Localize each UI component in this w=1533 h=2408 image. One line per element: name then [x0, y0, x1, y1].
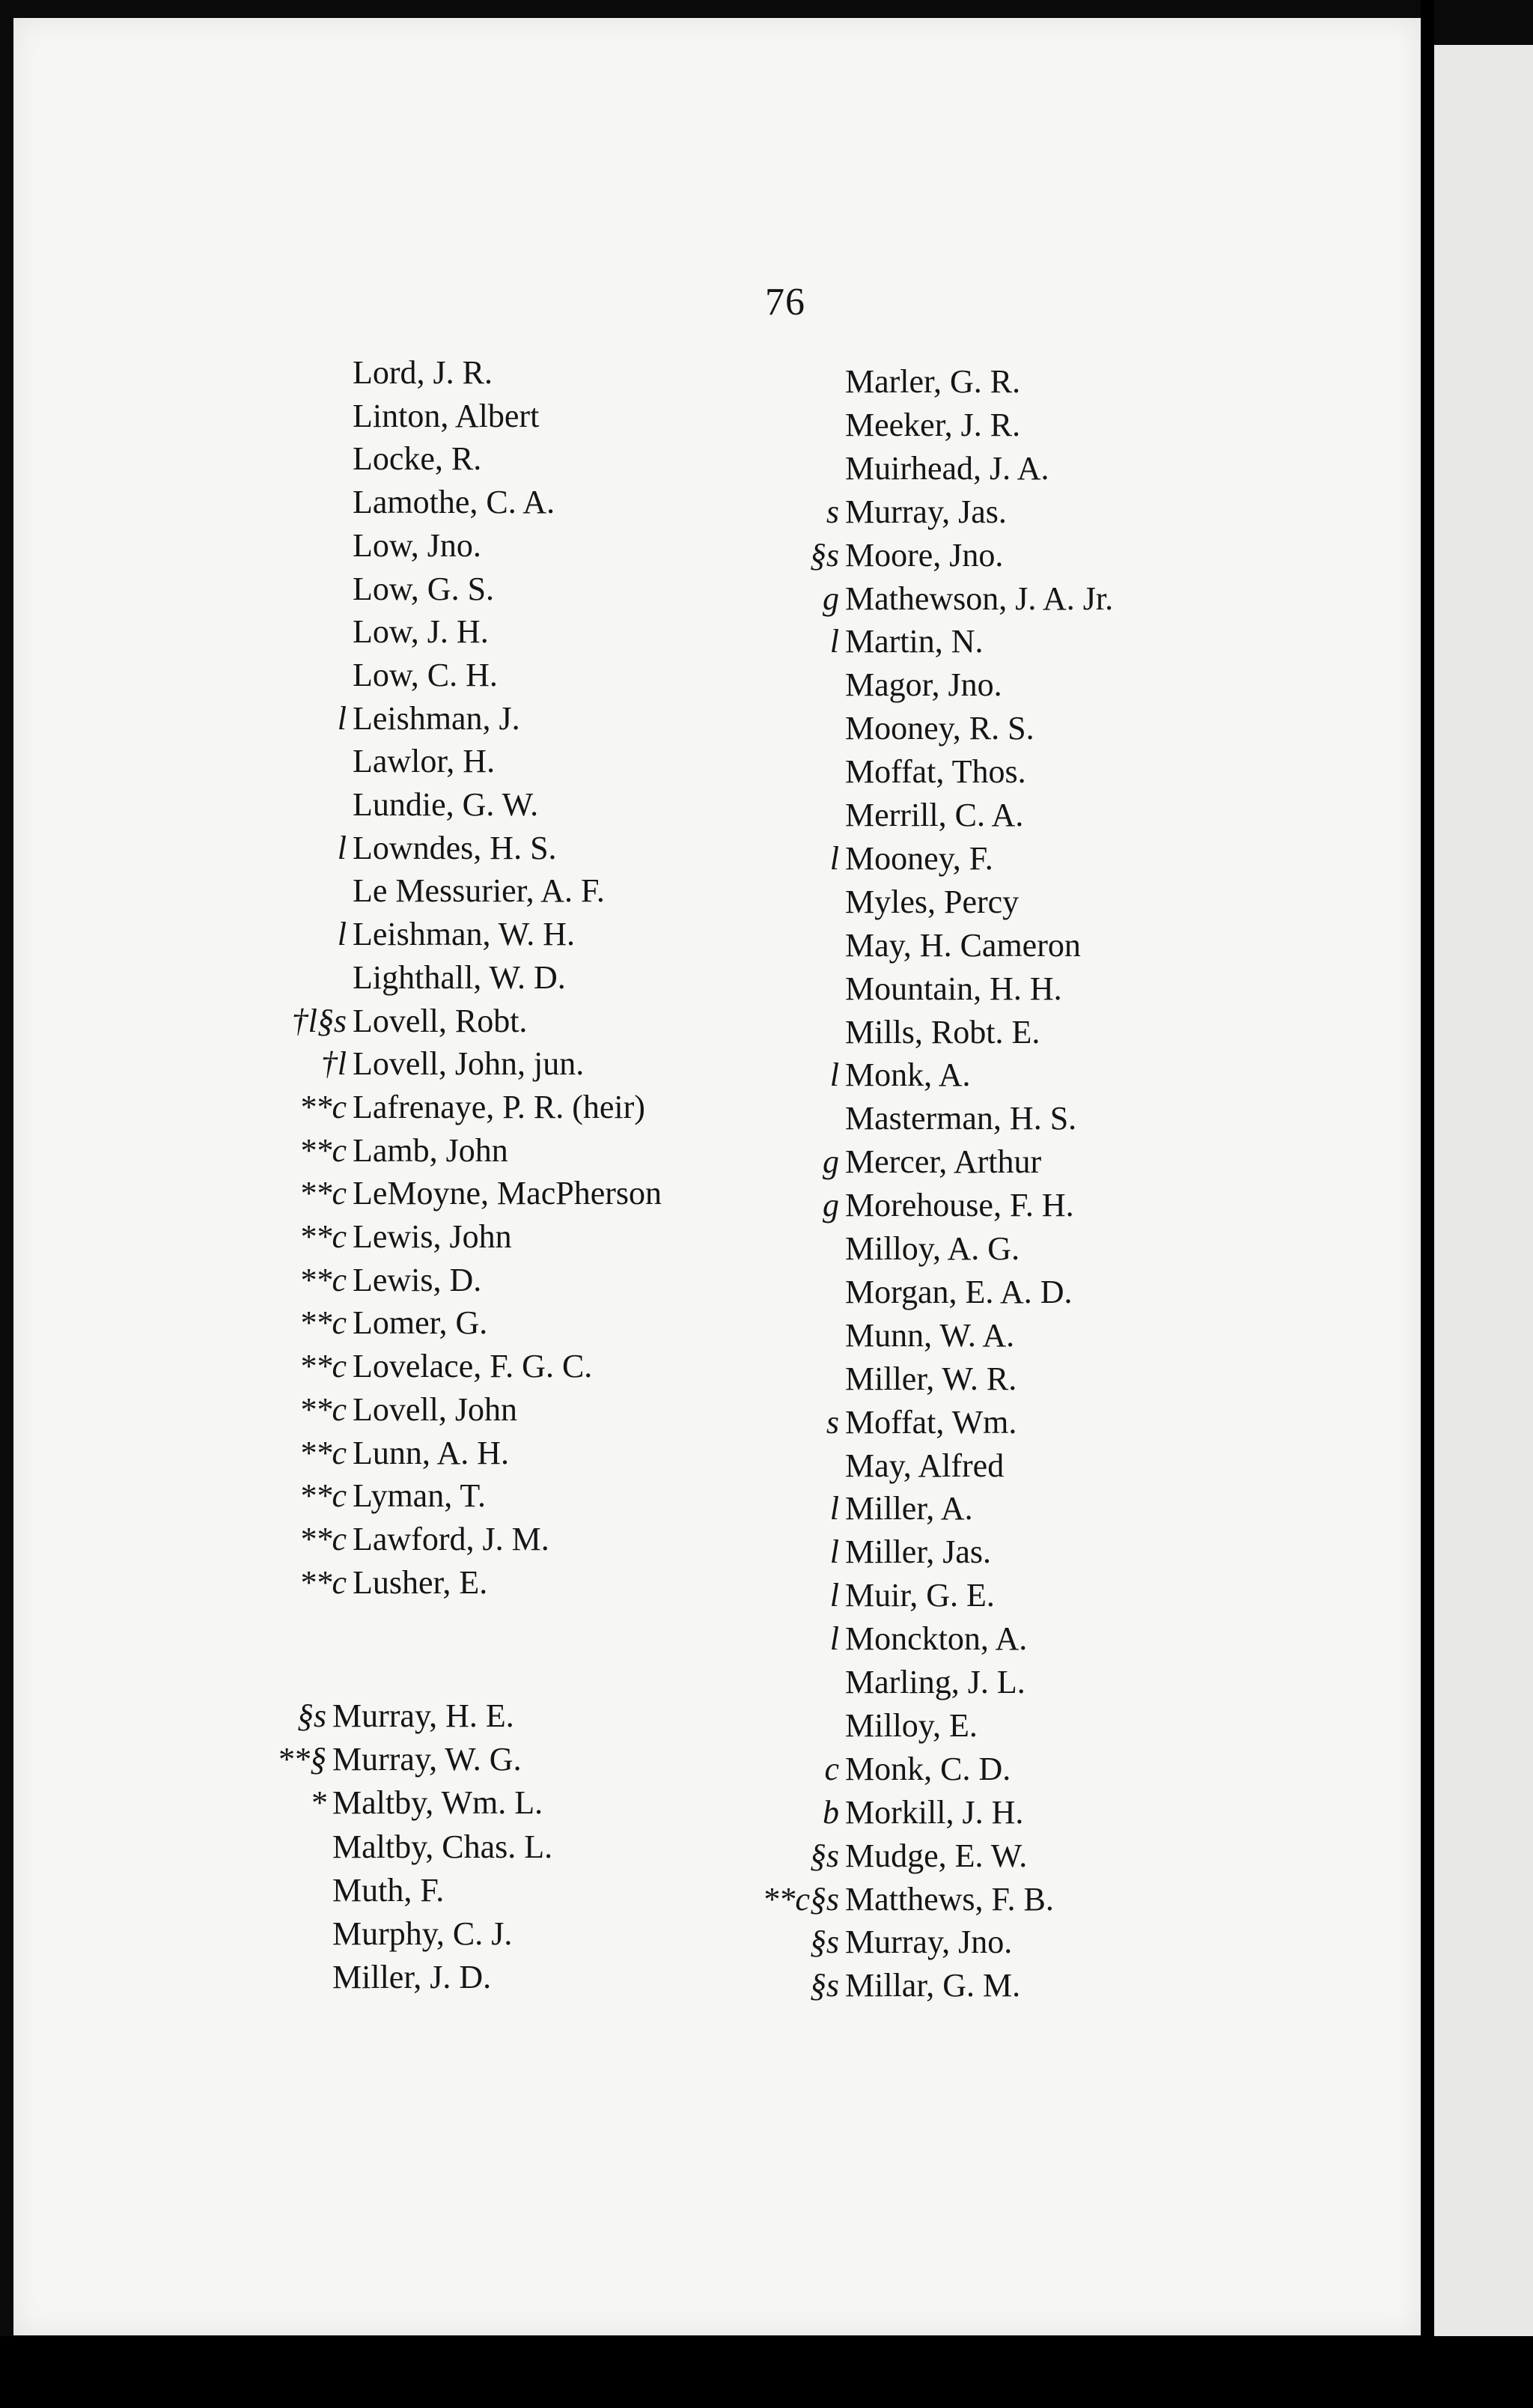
entry-mark: g: [823, 1143, 839, 1181]
list-entry: [227, 1216, 512, 1258]
entry-name: Moore, Jno.: [845, 536, 1004, 574]
entry-name: Maltby, Chas. L.: [332, 1828, 553, 1865]
entry-name: Mathewson, J. A. Jr.: [845, 580, 1114, 617]
list-entry: [674, 838, 993, 880]
entry-name: May, H. Cameron: [845, 926, 1081, 964]
entry-name: Mills, Robt. E.: [845, 1013, 1040, 1051]
list-entry: [674, 448, 1049, 490]
list-entry: [674, 1315, 1014, 1357]
list-entry: [674, 535, 1003, 577]
entry-name: Lawford, J. M.: [353, 1520, 549, 1557]
entry-name: Miller, A.: [845, 1490, 973, 1527]
entry-name: Millar, G. M.: [845, 1967, 1021, 2004]
list-entry: [674, 1705, 978, 1747]
entry-name: Meeker, J. R.: [845, 406, 1021, 443]
entry-name: Munn, W. A.: [845, 1316, 1015, 1354]
entry-name: Murray, H. E.: [332, 1697, 514, 1734]
entry-mark: **c: [299, 1434, 347, 1471]
list-entry: [674, 404, 1020, 446]
entry-mark: §s: [809, 536, 839, 574]
page-sheet: [13, 18, 1421, 2335]
list-entry: [227, 1432, 509, 1474]
list-entry: [674, 1748, 1011, 1790]
entry-mark: **c: [299, 1218, 347, 1255]
entry-mark: l: [829, 1620, 839, 1658]
list-entry: [674, 361, 1020, 403]
entry-name: Lowndes, H. S.: [353, 829, 557, 866]
entry-mark: **c: [299, 1520, 347, 1557]
list-entry: [207, 1826, 552, 1868]
entry-name: Murray, Jno.: [845, 1924, 1013, 1961]
entry-name: Murphy, C. J.: [332, 1915, 513, 1952]
entry-mark: l: [337, 829, 347, 866]
entry-mark: s: [826, 1403, 839, 1441]
entry-mark: **c: [299, 1563, 347, 1601]
list-entry: [674, 1228, 1020, 1270]
entry-name: Le Messurier, A. F.: [353, 872, 605, 910]
entry-name: Mercer, Arthur: [845, 1143, 1042, 1181]
entry-mark: g: [823, 580, 839, 617]
list-entry: [227, 784, 538, 826]
list-entry: [227, 957, 566, 999]
entry-mark: **c: [299, 1348, 347, 1385]
entry-mark: c: [824, 1750, 839, 1787]
entry-name: Magor, Jno.: [845, 666, 1002, 704]
list-entry: [674, 1531, 991, 1573]
entry-mark: †l: [320, 1045, 347, 1083]
entry-mark: l: [829, 839, 839, 877]
list-entry: [227, 1043, 584, 1085]
list-entry: [227, 525, 481, 567]
entry-mark: l: [829, 1056, 839, 1094]
entry-name: Mountain, H. H.: [845, 970, 1062, 1007]
list-entry: [227, 1173, 662, 1214]
entry-mark: **c: [299, 1261, 347, 1298]
entry-name: Morgan, E. A. D.: [845, 1273, 1073, 1310]
entry-name: Morehouse, F. H.: [845, 1187, 1074, 1224]
entry-name: Locke, R.: [353, 440, 482, 478]
list-entry: [674, 1185, 1074, 1226]
list-entry: [227, 741, 495, 782]
entry-name: Moffat, Thos.: [845, 753, 1026, 791]
list-entry: [227, 1475, 486, 1517]
list-entry: [674, 794, 1023, 836]
list-entry: [227, 352, 493, 394]
list-entry: [674, 1835, 1027, 1877]
list-entry: [674, 1098, 1076, 1140]
list-entry: [674, 1879, 1054, 1921]
list-entry: [227, 827, 557, 869]
entry-name: Lusher, E.: [353, 1563, 488, 1601]
list-entry: [674, 578, 1113, 620]
list-entry: [674, 968, 1062, 1010]
list-entry: [227, 438, 481, 480]
entry-name: Lamothe, C. A.: [353, 484, 555, 521]
entry-name: Murray, W. G.: [332, 1741, 522, 1778]
entry-name: Mooney, R. S.: [845, 710, 1034, 747]
entry-name: Murray, Jas.: [845, 493, 1007, 530]
list-entry: [227, 1518, 549, 1560]
entry-name: Lamb, John: [353, 1131, 508, 1169]
list-entry: [227, 1130, 508, 1172]
list-entry: [674, 1402, 1017, 1444]
entry-name: Matthews, F. B.: [845, 1880, 1054, 1918]
list-entry: [674, 1445, 1004, 1487]
list-entry: [207, 1695, 514, 1737]
entry-name: Miller, W. R.: [845, 1360, 1017, 1397]
list-entry: [207, 1913, 512, 1955]
entry-mark: s: [826, 493, 839, 530]
entry-name: Lovell, Robt.: [353, 1002, 528, 1039]
entry-mark: **c: [299, 1175, 347, 1212]
entry-name: Low, G. S.: [353, 570, 495, 607]
scan-bottom-border: [0, 2336, 1533, 2408]
entry-name: Lighthall, W. D.: [353, 958, 566, 996]
list-entry: [227, 1562, 487, 1604]
entry-mark: §s: [809, 1924, 839, 1961]
list-entry: [227, 611, 489, 653]
page-gutter: [1421, 0, 1434, 2408]
entry-name: Lunn, A. H.: [353, 1434, 509, 1471]
entry-name: Marling, J. L.: [845, 1664, 1025, 1700]
entry-mark: l: [337, 916, 347, 953]
entry-mark: l: [829, 1533, 839, 1571]
entry-name: Milloy, E.: [845, 1706, 978, 1744]
entry-name: Low, Jno.: [353, 526, 481, 564]
list-entry: [674, 1358, 1017, 1400]
entry-name: Monk, A.: [845, 1056, 971, 1094]
list-entry: [674, 1921, 1012, 1963]
list-entry: [227, 1302, 487, 1344]
entry-name: Lomer, G.: [353, 1304, 488, 1342]
list-entry: [227, 870, 605, 912]
list-entry: [207, 1870, 444, 1912]
entry-name: Leishman, J.: [353, 699, 520, 737]
list-entry: [674, 1575, 995, 1617]
entry-name: May, Alfred: [845, 1447, 1005, 1484]
entry-mark: l: [829, 1490, 839, 1527]
entry-name: Masterman, H. S.: [845, 1100, 1077, 1137]
list-entry: [674, 1054, 970, 1096]
list-entry: [674, 925, 1081, 967]
entry-mark: **c: [299, 1390, 347, 1428]
entry-name: Myles, Percy: [845, 883, 1020, 920]
entry-mark: §s: [296, 1697, 326, 1734]
entry-name: Lovell, John, jun.: [353, 1045, 585, 1083]
list-entry: [674, 1661, 1025, 1703]
entry-name: Lovell, John: [353, 1390, 517, 1428]
entry-name: Leishman, W. H.: [353, 916, 575, 953]
list-entry: [227, 1346, 592, 1387]
list-entry: [227, 395, 539, 437]
entry-mark: l: [829, 1577, 839, 1614]
entry-mark: §s: [809, 1967, 839, 2004]
entry-mark: §s: [809, 1837, 839, 1874]
entry-name: Morkill, J. H.: [845, 1793, 1024, 1831]
entry-mark: **c§s: [762, 1880, 839, 1918]
list-entry: [207, 1782, 543, 1824]
list-entry: [674, 1141, 1041, 1183]
entry-mark: *: [310, 1784, 326, 1822]
list-entry: [227, 568, 494, 610]
list-entry: [674, 491, 1007, 533]
entry-name: Lovelace, F. G. C.: [353, 1348, 593, 1385]
list-entry: [227, 1086, 645, 1128]
entry-name: Muth, F.: [332, 1871, 445, 1909]
entry-name: Moffat, Wm.: [845, 1403, 1017, 1441]
list-entry: [227, 654, 498, 696]
entry-mark: **c: [299, 1304, 347, 1342]
list-entry: [674, 1271, 1073, 1313]
entry-mark: **§: [277, 1741, 326, 1778]
adjacent-page-edge: [1434, 45, 1533, 2351]
entry-name: Monk, C. D.: [845, 1750, 1011, 1787]
entry-name: Mudge, E. W.: [845, 1837, 1028, 1874]
entry-name: Martin, N.: [845, 623, 984, 660]
entry-name: Miller, Jas.: [845, 1533, 991, 1571]
list-entry: [674, 1792, 1023, 1834]
entry-name: Maltby, Wm. L.: [332, 1784, 543, 1822]
entry-name: Muirhead, J. A.: [845, 449, 1049, 487]
entry-mark: l: [829, 623, 839, 660]
entry-name: Lawlor, H.: [353, 743, 496, 780]
list-entry: [207, 1956, 491, 1998]
entry-name: Lyman, T.: [353, 1477, 487, 1515]
list-entry: [674, 1012, 1040, 1054]
list-entry: [207, 1739, 522, 1781]
entry-name: Mooney, F.: [845, 839, 993, 877]
entry-name: Muir, G. E.: [845, 1577, 995, 1614]
entry-name: Low, C. H.: [353, 656, 498, 693]
entry-mark: b: [823, 1793, 839, 1831]
entry-name: Low, J. H.: [353, 613, 489, 651]
entry-name: Lundie, G. W.: [353, 786, 539, 823]
entry-mark: **c: [299, 1088, 347, 1125]
list-entry: [674, 1618, 1027, 1660]
list-entry: [227, 1259, 481, 1301]
entry-name: Lord, J. R.: [353, 354, 493, 391]
list-entry: [674, 751, 1026, 793]
entry-name: Linton, Albert: [353, 397, 540, 434]
list-entry: [674, 708, 1034, 750]
entry-mark: l: [337, 699, 347, 737]
entry-name: Lewis, John: [353, 1218, 512, 1255]
list-entry: [227, 1389, 517, 1431]
entry-mark: g: [823, 1187, 839, 1224]
list-entry: [674, 1488, 973, 1530]
entry-name: Monckton, A.: [845, 1620, 1028, 1658]
list-entry: [674, 1965, 1020, 2007]
entry-mark: †l§s: [291, 1002, 347, 1039]
list-entry: [674, 881, 1019, 923]
entry-mark: **c: [299, 1131, 347, 1169]
entry-name: Marler, G. R.: [845, 363, 1021, 400]
list-entry: [674, 621, 984, 663]
entry-name: Merrill, C. A.: [845, 797, 1024, 833]
page-number: 76: [765, 281, 805, 323]
entry-name: LeMoyne, MacPherson: [353, 1175, 662, 1212]
entry-mark: **c: [299, 1477, 347, 1515]
list-entry: [674, 664, 1002, 706]
entry-name: Lewis, D.: [353, 1261, 482, 1298]
list-entry: [227, 913, 575, 955]
list-entry: [227, 698, 520, 740]
list-entry: [227, 1000, 527, 1042]
entry-name: Lafrenaye, P. R. (heir): [353, 1088, 645, 1125]
list-entry: [227, 481, 555, 523]
entry-name: Miller, J. D.: [332, 1959, 492, 1996]
entry-name: Milloy, A. G.: [845, 1230, 1020, 1267]
